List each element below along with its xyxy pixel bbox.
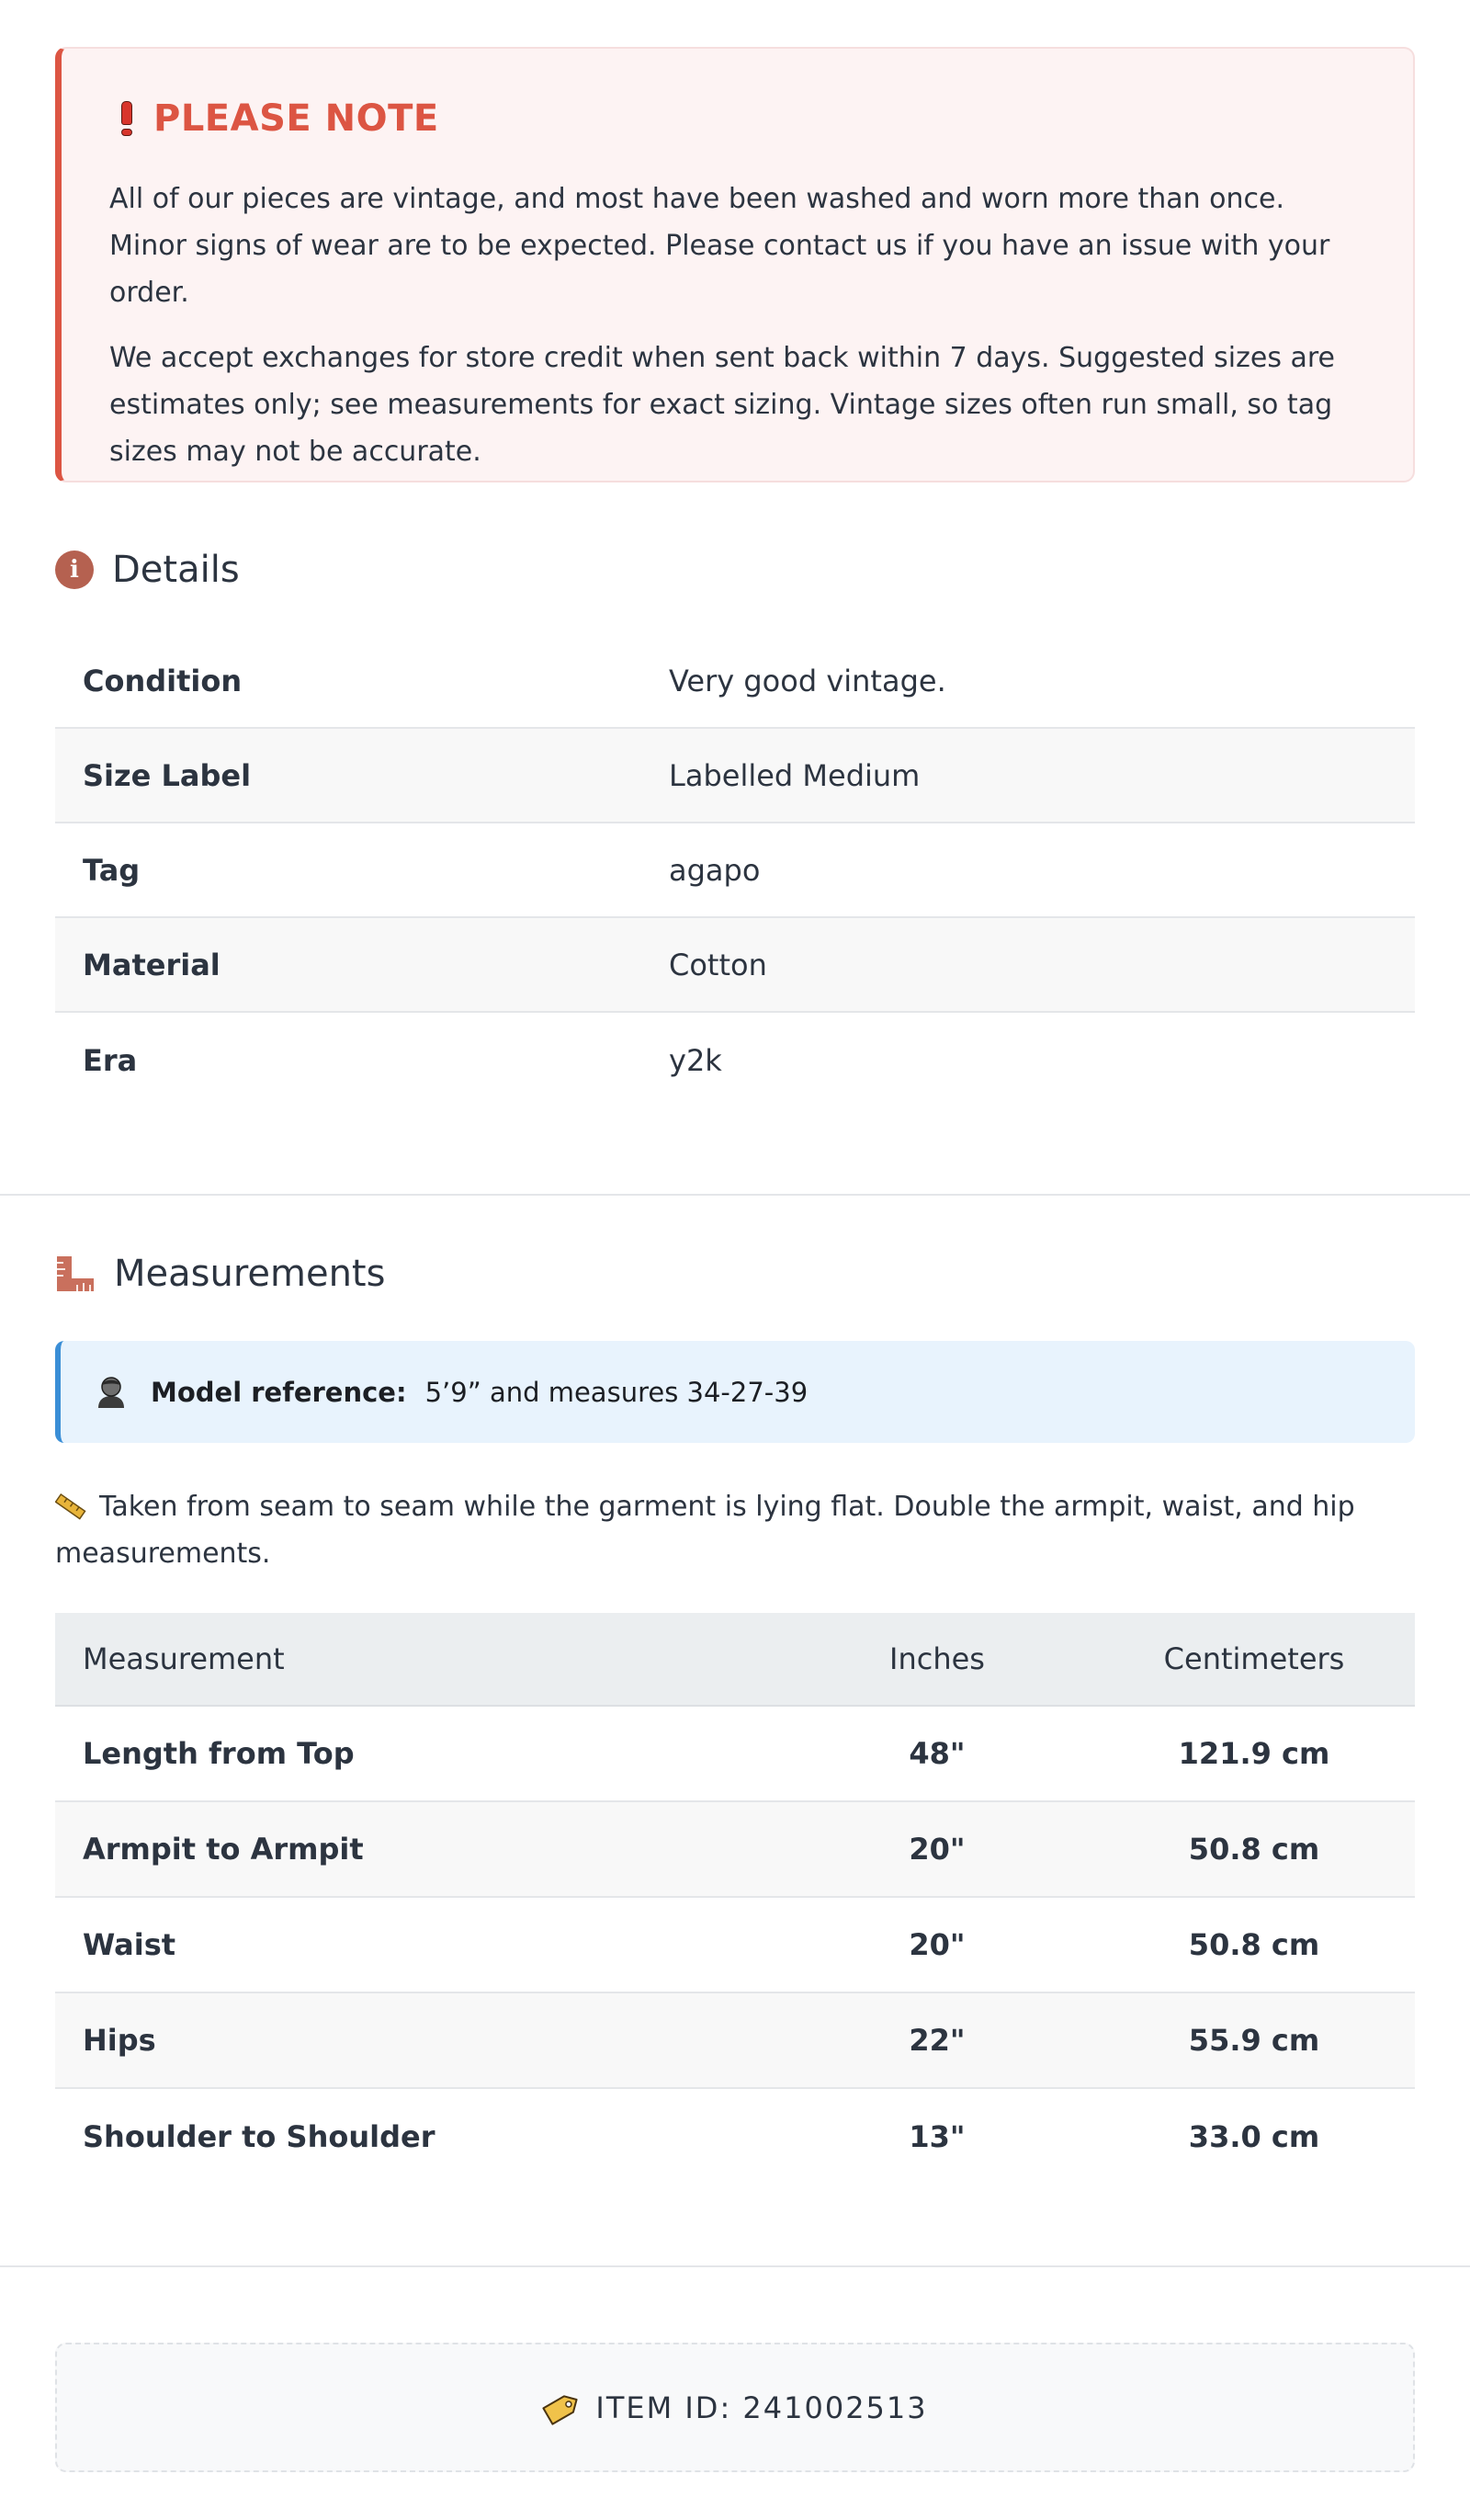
notice-paragraph: All of our pieces are vintage, and most have been washed and worn more than once. Minor signs of wear are to be expected. Please contact us if you have an issue with your order. — [109, 183, 1330, 309]
measurement-note — [55, 1483, 1378, 1577]
measurement-inches: 20" — [909, 1832, 966, 1867]
notice-paragraph: We accept exchanges for store credit when sent back within 7 days. Suggested sizes are estimates only; see measurements for exact sizing. Vintage sizes often run small, so tag sizes may not be accurate. — [109, 342, 1336, 468]
section-divider — [0, 2265, 1470, 2267]
notice-title: PLEASE NOTE — [153, 97, 439, 140]
ruler-icon — [55, 1254, 96, 1293]
measurement-row — [55, 1898, 1415, 1993]
details-value: agapo — [669, 852, 761, 888]
measurement-inches: 13" — [909, 2119, 966, 2154]
measurement-row — [55, 1993, 1415, 2089]
measurement-cm: 121.9 cm — [1178, 1736, 1330, 1771]
model-reference-box — [55, 1341, 1415, 1443]
measurement-note-text: Taken from seam to seam while the garment is lying flat. Double the armpit, waist, and hip measurements. — [55, 1491, 1355, 1570]
details-label: Tag — [83, 852, 141, 888]
exclamation-icon — [117, 101, 137, 136]
measurement-inches: 20" — [909, 1927, 966, 1962]
header-measurement: Measurement — [83, 1641, 285, 1676]
measurement-cm: 50.8 cm — [1188, 1832, 1320, 1867]
details-title: Details — [112, 549, 240, 591]
pencil-icon — [55, 1493, 90, 1524]
header-inches: Inches — [889, 1641, 985, 1676]
details-row-material — [55, 918, 1415, 1013]
measurement-cm: 33.0 cm — [1188, 2119, 1320, 2154]
details-row-condition — [55, 634, 1415, 729]
measurement-inches: 22" — [909, 2023, 966, 2058]
details-label: Condition — [83, 663, 243, 698]
header-centimeters: Centimeters — [1163, 1641, 1345, 1676]
measurement-row — [55, 1707, 1415, 1802]
item-id-text: ITEM ID: 241002513 — [595, 2389, 928, 2425]
measurement-name: Hips — [83, 2023, 156, 2058]
measurement-name: Waist — [83, 1927, 176, 1962]
model-reference-label: Model reference: — [151, 1376, 407, 1408]
details-label: Size Label — [83, 757, 252, 793]
details-value: y2k — [669, 1042, 722, 1078]
model-reference-value: 5’9” and measures 34-27-39 — [424, 1376, 808, 1408]
details-row-size-label — [55, 729, 1415, 823]
measurements-table-header — [55, 1613, 1415, 1707]
item-id-box — [55, 2343, 1415, 2472]
tag-icon — [542, 2389, 582, 2426]
details-table — [55, 634, 1415, 1107]
details-row-tag — [55, 823, 1415, 918]
details-value: Very good vintage. — [669, 663, 946, 698]
measurement-cm: 55.9 cm — [1188, 2023, 1320, 2058]
details-row-era — [55, 1013, 1415, 1107]
person-icon — [96, 1376, 127, 1409]
notice-header — [109, 97, 1367, 140]
measurements-heading — [55, 1253, 385, 1295]
please-note-box — [55, 47, 1415, 482]
details-heading — [55, 549, 240, 591]
details-label: Material — [83, 947, 220, 982]
measurement-inches: 48" — [909, 1736, 966, 1771]
section-divider — [0, 1194, 1470, 1196]
measurements-table — [55, 1613, 1415, 2185]
measurement-row — [55, 1802, 1415, 1898]
measurements-title: Measurements — [114, 1253, 386, 1295]
measurement-name: Shoulder to Shoulder — [83, 2119, 435, 2154]
info-icon: i — [55, 551, 94, 589]
measurement-name: Length from Top — [83, 1736, 355, 1771]
measurement-row — [55, 2089, 1415, 2185]
details-value: Cotton — [669, 947, 767, 982]
measurement-name: Armpit to Armpit — [83, 1832, 364, 1867]
details-label: Era — [83, 1042, 138, 1078]
measurement-cm: 50.8 cm — [1188, 1927, 1320, 1962]
details-value: Labelled Medium — [669, 757, 921, 793]
